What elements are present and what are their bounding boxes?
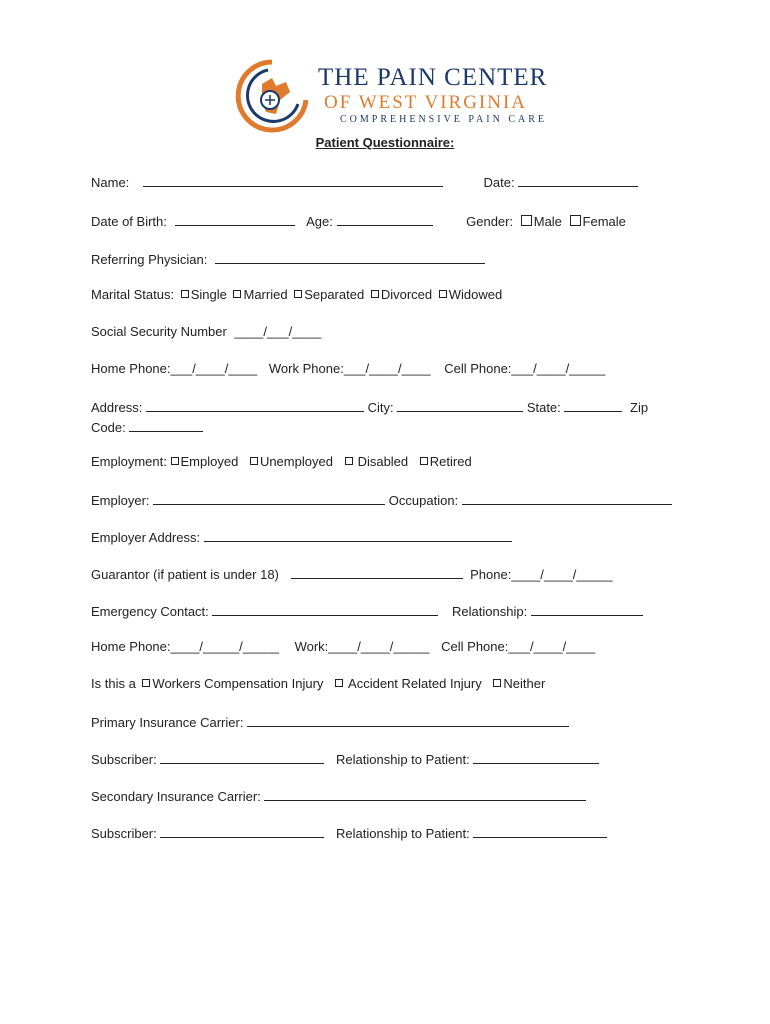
widowed-checkbox[interactable] (439, 290, 447, 298)
guarantor-label: Guarantor (if patient is under 18) (91, 567, 279, 582)
female-label: Female (582, 214, 626, 229)
workers-comp-checkbox[interactable] (142, 679, 150, 687)
pain-center-logo (232, 56, 548, 136)
emergency-field[interactable] (212, 602, 438, 616)
west-virginia-logo-icon (232, 56, 312, 136)
accident-checkbox[interactable] (335, 679, 343, 687)
work-phone-field[interactable]: ___/____/____ (343, 361, 431, 376)
male-label: Male (533, 214, 562, 229)
single-label: Single (190, 287, 227, 302)
marital-row (91, 287, 502, 303)
injury-row (91, 676, 545, 692)
phones-row (91, 361, 605, 377)
age-field[interactable] (337, 212, 433, 226)
age-label: Age: (306, 214, 333, 229)
primary-insurance-field[interactable] (247, 713, 569, 727)
employed-label: Employed (180, 454, 239, 469)
neither-label: Neither (503, 676, 546, 691)
ssn-label: Social Security Number (91, 324, 227, 339)
disabled-label: Disabled (357, 454, 409, 469)
male-checkbox[interactable] (521, 215, 532, 226)
married-checkbox[interactable] (233, 290, 241, 298)
occupation-field[interactable] (462, 491, 672, 505)
guarantor-phone-field[interactable]: ____/____/_____ (511, 567, 613, 582)
ec-home-phone-field[interactable]: ____/_____/_____ (170, 639, 279, 654)
ec-work-field[interactable]: ____/____/_____ (328, 639, 430, 654)
relationship-field[interactable] (531, 602, 643, 616)
subscriber-field[interactable] (160, 750, 324, 764)
primary-insurance-row (91, 713, 569, 731)
subscriber2-label: Subscriber: (91, 826, 157, 841)
accident-label: Accident Related Injury (348, 676, 482, 691)
zip-label: Zip (630, 400, 649, 415)
female-checkbox[interactable] (570, 215, 581, 226)
code-label: Code: (91, 420, 126, 435)
neither-checkbox[interactable] (493, 679, 501, 687)
state-label: State: (526, 400, 561, 415)
referring-field[interactable] (215, 250, 485, 264)
employer-address-field[interactable] (204, 528, 512, 542)
relationship-label: Relationship: (452, 604, 528, 619)
zip-field[interactable] (129, 418, 203, 432)
subscriber2-field[interactable] (160, 824, 324, 838)
employment-row (91, 454, 472, 470)
employer-field[interactable] (153, 491, 385, 505)
date-field[interactable] (518, 173, 638, 187)
ec-phones-row (91, 639, 595, 655)
name-label: Name: (91, 175, 130, 190)
guarantor-phone-label: Phone: (470, 567, 512, 582)
form-title: Patient Questionnaire: (315, 135, 455, 150)
date-label: Date: (483, 175, 515, 190)
workers-comp-label: Workers Compensation Injury (152, 676, 324, 691)
widowed-label: Widowed (448, 287, 503, 302)
emergency-label: Emergency Contact: (91, 604, 209, 619)
secondary-insurance-label: Secondary Insurance Carrier: (91, 789, 261, 804)
name-field[interactable] (143, 173, 443, 187)
relationship-to-patient-field[interactable] (473, 750, 599, 764)
work-phone-label: Work Phone: (268, 361, 344, 376)
retired-checkbox[interactable] (420, 457, 428, 465)
subscriber-row (91, 750, 599, 768)
employer-address-label: Employer Address: (91, 530, 201, 545)
injury-label: Is this a (91, 676, 136, 691)
employer-address-row (91, 528, 512, 546)
divorced-checkbox[interactable] (371, 290, 379, 298)
ssn-field[interactable]: ____/___/____ (234, 324, 322, 339)
divorced-label: Divorced (380, 287, 433, 302)
ec-home-phone-label: Home Phone: (91, 639, 171, 654)
relationship-to-patient2-label: Relationship to Patient: (336, 826, 470, 841)
address-label: Address: (91, 400, 143, 415)
city-field[interactable] (397, 398, 523, 412)
dob-label: Date of Birth: (91, 214, 167, 229)
married-label: Married (243, 287, 288, 302)
guarantor-row (91, 565, 613, 583)
home-phone-label: Home Phone: (91, 361, 171, 376)
relationship-to-patient2-field[interactable] (473, 824, 607, 838)
single-checkbox[interactable] (181, 290, 189, 298)
employment-label: Employment: (91, 454, 167, 469)
primary-insurance-label: Primary Insurance Carrier: (91, 715, 244, 730)
logo-title: THE PAIN CENTER (318, 64, 548, 91)
state-field[interactable] (564, 398, 622, 412)
ec-cell-label: Cell Phone: (441, 639, 509, 654)
retired-label: Retired (429, 454, 472, 469)
marital-label: Marital Status: (91, 287, 175, 302)
dob-field[interactable] (175, 212, 295, 226)
name-row (91, 173, 638, 191)
unemployed-checkbox[interactable] (250, 457, 258, 465)
unemployed-label: Unemployed (259, 454, 333, 469)
secondary-insurance-row (91, 787, 586, 805)
home-phone-field[interactable]: ___/____/____ (170, 361, 258, 376)
ec-work-label: Work: (294, 639, 329, 654)
separated-label: Separated (304, 287, 365, 302)
logo-subtitle: OF WEST VIRGINIA (324, 92, 528, 113)
employer-row (91, 491, 672, 509)
employed-checkbox[interactable] (171, 457, 179, 465)
address-row (91, 398, 648, 416)
city-label: City: (367, 400, 394, 415)
subscriber-label: Subscriber: (91, 752, 157, 767)
occupation-label: Occupation: (388, 493, 459, 508)
disabled-checkbox[interactable] (345, 457, 353, 465)
zip-row (91, 418, 203, 436)
separated-checkbox[interactable] (294, 290, 302, 298)
address-field[interactable] (146, 398, 364, 412)
secondary-insurance-field[interactable] (264, 787, 586, 801)
guarantor-field[interactable] (291, 565, 463, 579)
emergency-row (91, 602, 643, 620)
employer-label: Employer: (91, 493, 150, 508)
logo-tagline: COMPREHENSIVE PAIN CARE (340, 114, 547, 125)
ssn-row (91, 324, 321, 340)
referring-label: Referring Physician: (91, 252, 208, 267)
ec-cell-field[interactable]: ___/____/____ (508, 639, 596, 654)
dob-row (91, 212, 626, 230)
referring-row (91, 250, 485, 268)
cell-phone-label: Cell Phone: (444, 361, 512, 376)
gender-label: Gender: (466, 214, 514, 229)
subscriber2-row (91, 824, 607, 842)
cell-phone-field[interactable]: ___/____/_____ (511, 361, 606, 376)
relationship-to-patient-label: Relationship to Patient: (336, 752, 470, 767)
